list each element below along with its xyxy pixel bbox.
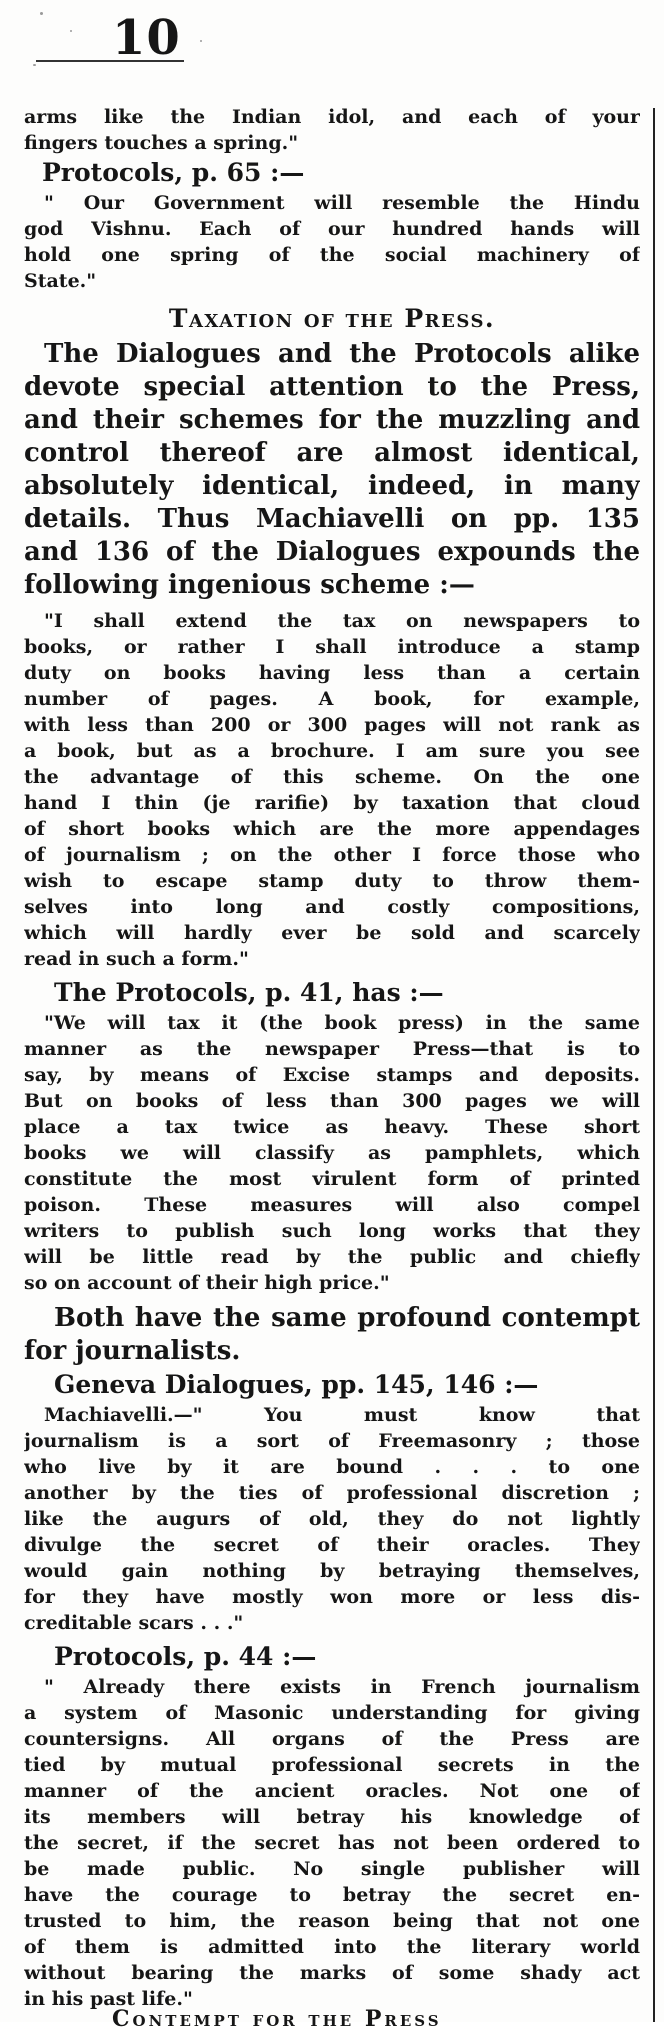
intro-line-1: arms like the Indian idol, and each of your — [24, 106, 640, 128]
quote-book-press-line-4: But on books of less than 300 pages we will — [24, 1090, 640, 1112]
quote-masonic-line-1: " Already there exists in French journalism — [44, 1676, 640, 1698]
quote-vishnu-line-4: State." — [24, 270, 97, 292]
quote-book-press-line-3: say, by means of Excise stamps and deposits. — [24, 1064, 640, 1086]
intro-line-2: fingers touches a spring." — [24, 132, 299, 154]
quote-stamp-line-6: a book, but as a brochure. I am sure you see — [24, 740, 640, 762]
quote-stamp-line-8: hand I thin (je rarifie) by taxation that cloud — [24, 792, 640, 814]
reference-protocols-p41: The Protocols, p. 41, has :— — [54, 978, 444, 1007]
page-number: 10 — [112, 10, 181, 66]
quote-masonic-line-6: its members will betray his knowledge of — [24, 1806, 640, 1828]
quote-book-press-line-2: manner as the newspaper Press—that is to — [24, 1038, 640, 1060]
section-heading: Taxation of the Press. — [168, 304, 496, 333]
quote-freemasonry — [24, 1402, 640, 1636]
quote-masonic-line-4: tied by mutual professional secrets in the — [24, 1754, 640, 1776]
quote-stamp-line-11: wish to escape stamp duty to throw them- — [24, 870, 640, 892]
quote-masonic-line-2: a system of Masonic understanding for giving — [24, 1702, 640, 1724]
quote-freemasonry-line-5: like the augurs of old, they do not lightly — [24, 1508, 640, 1530]
quote-masonic-understanding — [24, 1674, 640, 2012]
next-section-heading: Contempt for the Press — [112, 2006, 442, 2032]
quote-freemasonry-line-8: for they have mostly won more or less dis- — [24, 1586, 640, 1608]
body-line-1: The Dialogues and the Protocols alike — [44, 339, 640, 369]
quote-book-press-line-10: will be little read by the public and chiefly — [24, 1246, 640, 1268]
quote-stamp-line-9: of short books which are the more appendages — [24, 818, 640, 840]
quote-stamp-line-1: "I shall extend the tax on newspapers to — [44, 610, 640, 632]
print-speck — [33, 64, 36, 66]
page-number-rule — [36, 60, 184, 62]
quote-vishnu-line-1: " Our Government will resemble the Hindu — [44, 192, 640, 214]
reference-protocols-p44: Protocols, p. 44 :— — [54, 1642, 317, 1671]
article-column — [24, 104, 640, 2020]
quote-freemasonry-line-1: Machiavelli.—" You must know that — [44, 1404, 640, 1426]
quote-freemasonry-line-7: would gain nothing by betraying themselves, — [24, 1560, 640, 1582]
quote-book-press-line-7: constitute the most virulent form of printed — [24, 1168, 640, 1190]
quote-stamp-line-2: books, or rather I shall introduce a stamp — [24, 636, 640, 658]
quote-masonic-line-7: the secret, if the secret has not been ordered to — [24, 1832, 640, 1854]
reference-geneva-dialogues: Geneva Dialogues, pp. 145, 146 :— — [54, 1370, 539, 1399]
body-line-3: and their schemes for the muzzling and — [24, 405, 640, 435]
quote-masonic-line-9: have the courage to betray the secret en- — [24, 1884, 640, 1906]
quote-masonic-line-8: be made public. No single publisher will — [24, 1858, 640, 1880]
quote-stamp-line-4: number of pages. A book, for example, — [24, 688, 640, 710]
quote-book-press — [24, 1010, 640, 1296]
quote-book-press-line-11: so on account of their high price." — [24, 1272, 390, 1294]
print-speck — [200, 40, 202, 42]
contempt-line-1: Both have the same profound contempt — [54, 1303, 640, 1333]
column-rule — [653, 108, 655, 2022]
body-line-5: absolutely identical, indeed, in many — [24, 471, 640, 501]
quote-stamp-line-10: of journalism ; on the other I force those who — [24, 844, 640, 866]
body-line-8: following ingenious scheme :— — [24, 570, 475, 600]
quote-stamp-duty — [24, 608, 640, 972]
contempt-line-2: for journalists. — [24, 1336, 241, 1366]
quote-vishnu-line-3: hold one spring of the social machinery of — [24, 244, 640, 266]
quote-masonic-line-5: manner of the ancient oracles. Not one of — [24, 1780, 640, 1802]
body-line-7: and 136 of the Dialogues expounds the — [24, 537, 640, 567]
quote-masonic-line-3: countersigns. All organs of the Press are — [24, 1728, 640, 1750]
quote-book-press-line-9: writers to publish such long works that they — [24, 1220, 640, 1242]
intro-quote — [24, 104, 640, 156]
quote-stamp-line-12: selves into long and costly compositions, — [24, 896, 640, 918]
quote-freemasonry-line-6: divulge the secret of their oracles. They — [24, 1534, 640, 1556]
print-speck — [40, 12, 43, 15]
quote-vishnu-line-2: god Vishnu. Each of our hundred hands will — [24, 218, 640, 240]
quote-freemasonry-line-9: creditable scars . . ." — [24, 1612, 244, 1634]
quote-stamp-line-3: duty on books having less than a certain — [24, 662, 640, 684]
quote-book-press-line-5: place a tax twice as heavy. These short — [24, 1116, 640, 1138]
quote-masonic-line-13: in his past life." — [24, 1988, 193, 2010]
contempt-paragraph — [24, 1302, 640, 1368]
quote-stamp-line-14: read in such a form." — [24, 948, 249, 970]
body-line-2: devote special attention to the Press, — [24, 372, 640, 402]
quote-freemasonry-line-2: journalism is a sort of Freemasonry ; those — [24, 1430, 640, 1452]
quote-stamp-line-13: which will hardly ever be sold and scarcely — [24, 922, 640, 944]
quote-book-press-line-1: "We will tax it (the book press) in the same — [44, 1012, 640, 1034]
quote-freemasonry-line-3: who live by it are bound . . . to one — [24, 1456, 640, 1478]
quote-book-press-line-6: books we will classify as pamphlets, which — [24, 1142, 640, 1164]
quote-freemasonry-line-4: another by the ties of professional discretion ; — [24, 1482, 640, 1504]
body-line-6: details. Thus Machiavelli on pp. 135 — [24, 504, 640, 534]
quote-masonic-line-10: trusted to him, the reason being that not one — [24, 1910, 640, 1932]
body-line-4: control thereof are almost identical, — [24, 438, 640, 468]
body-paragraph — [24, 338, 640, 602]
print-speck — [70, 30, 72, 32]
quote-book-press-line-8: poison. These measures will also compel — [24, 1194, 640, 1216]
quote-stamp-line-7: the advantage of this scheme. On the one — [24, 766, 640, 788]
quote-stamp-line-5: with less than 200 or 300 pages will not rank as — [24, 714, 640, 736]
quote-masonic-line-11: of them is admitted into the literary world — [24, 1936, 640, 1958]
reference-protocols-p65: Protocols, p. 65 :— — [42, 158, 305, 187]
quote-masonic-line-12: without bearing the marks of some shady act — [24, 1962, 640, 1984]
quote-vishnu — [24, 190, 640, 294]
